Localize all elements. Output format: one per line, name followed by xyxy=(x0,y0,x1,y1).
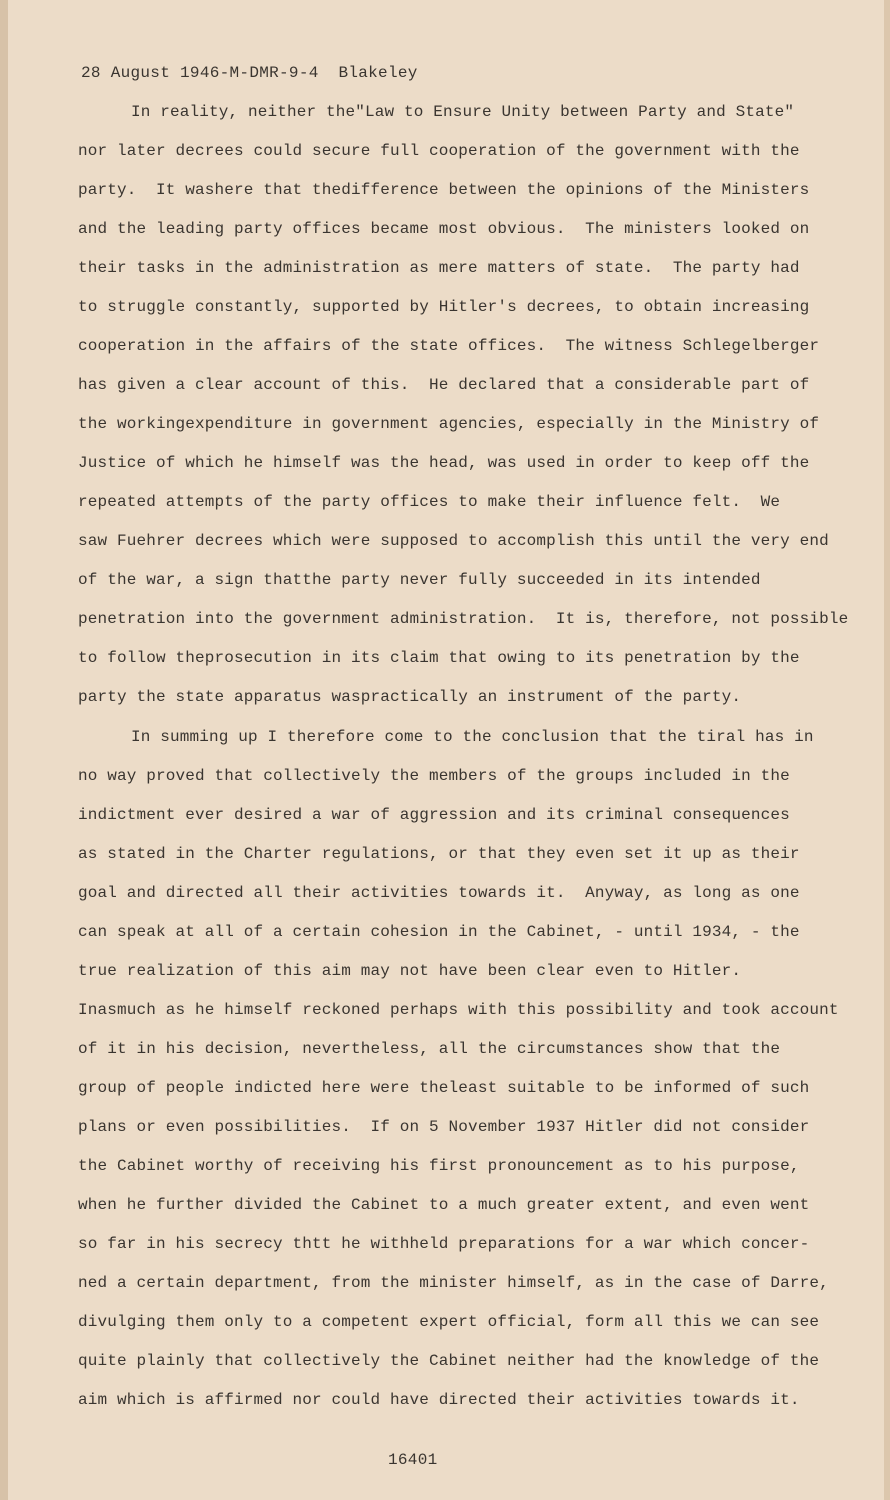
text-line: of it in his decision, nevertheless, all the circumstances show that the xyxy=(78,1040,781,1058)
text-line: ned a certain department, from the minister himself, as in the case of Darre, xyxy=(78,1274,829,1292)
paper-edge-right xyxy=(884,0,890,1500)
document-header: 28 August 1946-M-DMR-9-4 Blakeley xyxy=(81,64,418,82)
text-line: to follow theprosecution in its claim that owing to its penetration by the xyxy=(78,649,800,667)
text-line: In summing up I therefore come to the conclusion that the tiral has in xyxy=(131,728,814,746)
text-line: true realization of this aim may not have been clear even to Hitler. xyxy=(78,962,742,980)
text-line: of the war, a sign thatthe party never fully succeeded in its intended xyxy=(78,571,761,589)
text-line: repeated attempts of the party offices to make their influence felt. We xyxy=(78,493,781,511)
paper-edge-left xyxy=(0,0,8,1500)
text-line: saw Fuehrer decrees which were supposed to accomplish this until the very end xyxy=(78,532,829,550)
text-line: has given a clear account of this. He declared that a considerable part of xyxy=(78,376,810,394)
text-line: the Cabinet worthy of receiving his first pronouncement as to his purpose, xyxy=(78,1157,800,1175)
text-line: In reality, neither the"Law to Ensure Unity between Party and State" xyxy=(131,103,795,121)
text-line: penetration into the government administration. It is, therefore, not possible xyxy=(78,610,849,628)
text-line: indictment ever desired a war of aggression and its criminal consequences xyxy=(78,806,790,824)
text-line: group of people indicted here were theleast suitable to be informed of such xyxy=(78,1079,810,1097)
text-line: Inasmuch as he himself reckoned perhaps with this possibility and took account xyxy=(78,1001,839,1019)
text-line: can speak at all of a certain cohesion in the Cabinet, - until 1934, - the xyxy=(78,923,800,941)
text-line: when he further divided the Cabinet to a much greater extent, and even went xyxy=(78,1196,810,1214)
text-line: goal and directed all their activities towards it. Anyway, as long as one xyxy=(78,884,800,902)
text-line: quite plainly that collectively the Cabinet neither had the knowledge of the xyxy=(78,1352,820,1370)
text-line: nor later decrees could secure full cooperation of the government with the xyxy=(78,142,800,160)
text-line: the workingexpenditure in government agencies, especially in the Ministry of xyxy=(78,415,820,433)
text-line: plans or even possibilities. If on 5 November 1937 Hitler did not consider xyxy=(78,1118,810,1136)
text-line: party the state apparatus waspractically an instrument of the party. xyxy=(78,688,742,706)
text-line: so far in his secrecy thtt he withheld preparations for a war which concer- xyxy=(78,1235,810,1253)
text-line: aim which is affirmed nor could have directed their activities towards it. xyxy=(78,1391,800,1409)
text-line: and the leading party offices became most obvious. The ministers looked on xyxy=(78,220,810,238)
text-line: as stated in the Charter regulations, or that they even set it up as their xyxy=(78,845,800,863)
text-line: no way proved that collectively the members of the groups included in the xyxy=(78,767,790,785)
text-line: party. It washere that thedifference between the opinions of the Ministers xyxy=(78,181,810,199)
text-line: divulging them only to a competent expert official, form all this we can see xyxy=(78,1313,820,1331)
text-line: Justice of which he himself was the head, was used in order to keep off the xyxy=(78,454,810,472)
text-line: cooperation in the affairs of the state offices. The witness Schlegelberger xyxy=(78,337,820,355)
text-line: to struggle constantly, supported by Hitler's decrees, to obtain increasing xyxy=(78,298,810,316)
text-line: their tasks in the administration as mere matters of state. The party had xyxy=(78,259,800,277)
page-number: 16401 xyxy=(388,1451,438,1469)
